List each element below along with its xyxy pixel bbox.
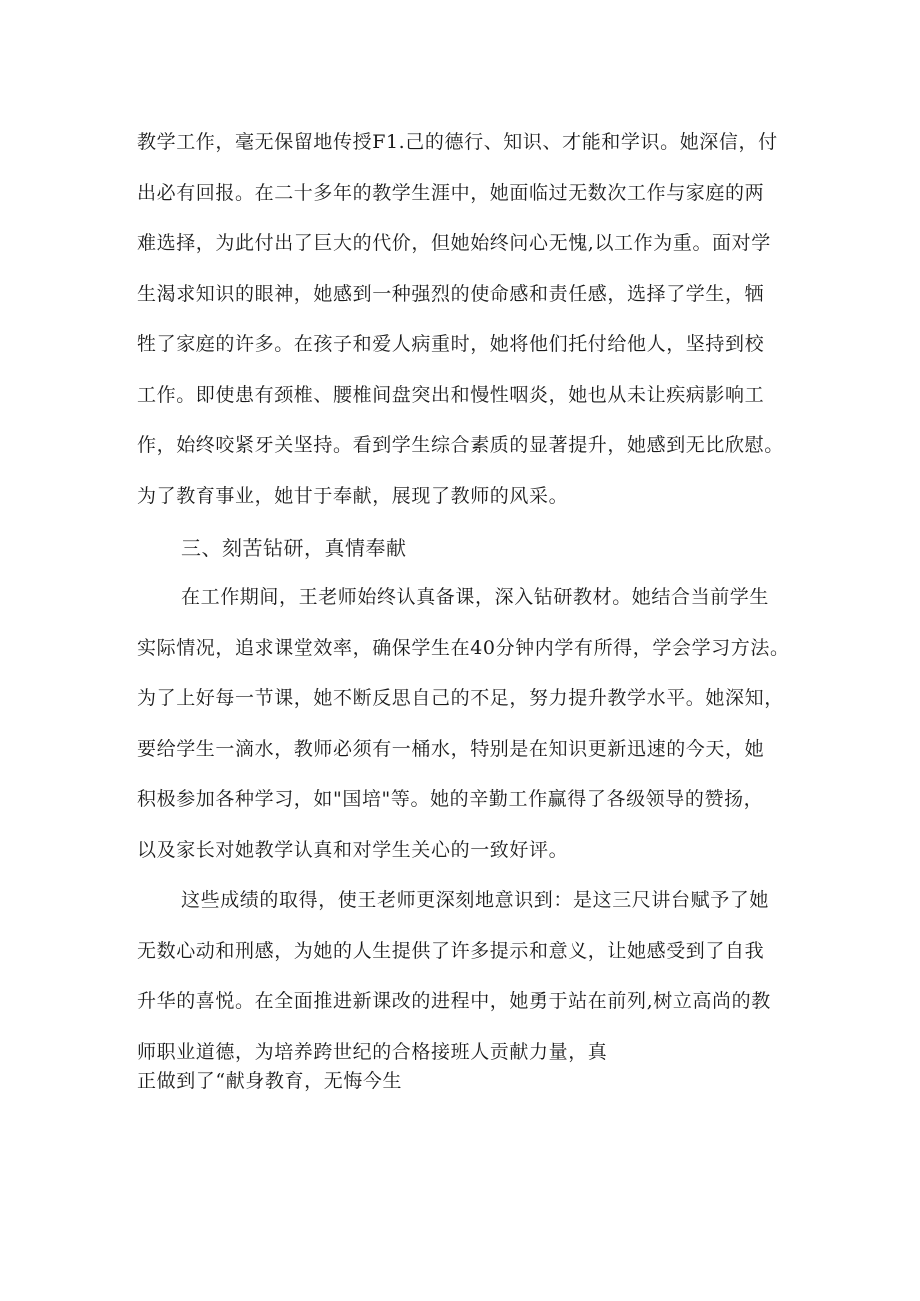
paragraph-3-line-4: 师职业道德，为培养跨世纪的合格接班人贡献力量，真 <box>137 1041 608 1063</box>
paragraph-2-line-1: 在工作期间，王老师始终认真备课，深入钻研教材。她结合当前学生 <box>181 586 770 608</box>
paragraph-1-line-4: 生渴求知识的眼神，她感到一种强烈的使命感和责任感，选择了学生，牺 <box>137 283 765 305</box>
paragraph-1-line-3: 难选择，为此付出了巨大的代价，但她始终问心无愧,以工作为重。面对学 <box>137 232 771 254</box>
paragraph-1-line-5: 牲了家庭的许多。在孩子和爱人病重时，她将他们托付给他人，坚持到校 <box>137 333 765 355</box>
paragraph-1-line-6: 工作。即使患有颈椎、腰椎间盘突出和慢性咽炎，她也从未让疾病影响工 <box>137 384 765 406</box>
paragraph-3-line-5: 正做到了“献身教育，无悔今生 <box>137 1070 403 1092</box>
paragraph-2-line-4: 要给学生一滴水，教师必须有一桶水，特别是在知识更新迅速的今天，她 <box>137 738 765 760</box>
paragraph-1-line-8: 为了教育事业，她甘于奉献，展现了教师的风采。 <box>137 485 569 507</box>
paragraph-2-line-2: 实际情况，追求课堂效率，确保学生在40分钟内学有所得，学会学习方法。 <box>137 637 790 659</box>
section-heading: 三、刻苦钻研，真情奉献 <box>181 536 407 560</box>
paragraph-3-line-2: 无数心动和刑感，为她的人生提供了许多提示和意义，让她感受到了自我 <box>137 940 765 962</box>
paragraph-2-line-6: 以及家长对她教学认真和对学生关心的一致好评。 <box>137 839 569 861</box>
paragraph-3-line-3: 升华的喜悦。在全面推进新课改的进程中，她勇于站在前列,树立高尚的教 <box>137 990 771 1012</box>
paragraph-3-line-1: 这些成绩的取得，使王老师更深刻地意识到：是这三尺讲台赋予了她 <box>181 889 770 911</box>
paragraph-2-line-5: 积极参加各种学习，如"国培"等。她的辛勤工作赢得了各级领导的赞扬， <box>137 788 764 810</box>
paragraph-1-line-2: 出必有回报。在二十多年的教学生涯中，她面临过无数次工作与家庭的两 <box>137 182 765 204</box>
paragraph-1-line-1: 教学工作，毫无保留地传授F1.己的德行、知识、才能和学识。她深信，付 <box>137 131 778 153</box>
paragraph-2-line-3: 为了上好每一节课，她不断反思自己的不足，努力提升教学水平。她深知， <box>137 687 784 709</box>
paragraph-1-line-7: 作，始终咬紧牙关坚持。看到学生综合素质的显著提升，她感到无比欣慰。 <box>137 434 784 456</box>
